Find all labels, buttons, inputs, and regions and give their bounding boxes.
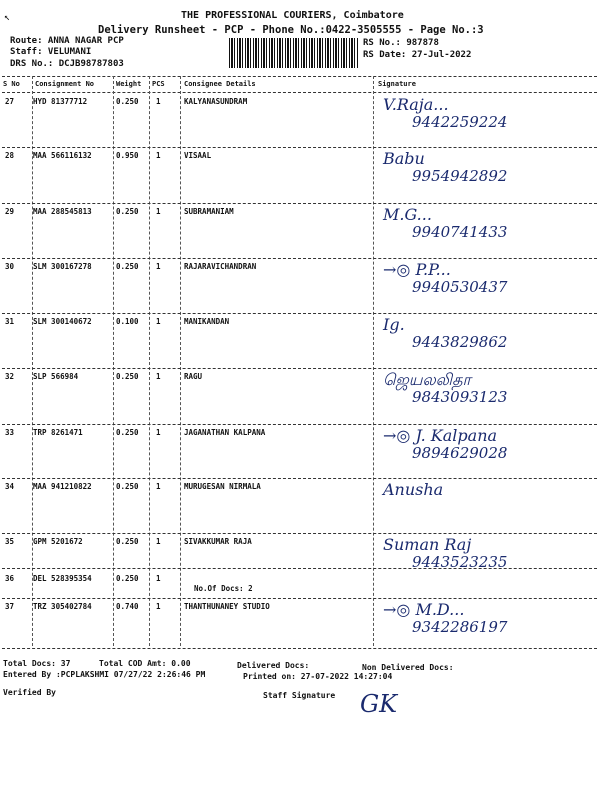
row-weight: 0.250	[116, 207, 139, 216]
row-consignment-no: TRP 8261471	[33, 428, 83, 437]
row-signature-name: Babu	[383, 149, 425, 168]
row-consignment-no: TRZ 305402784	[33, 602, 92, 611]
row-consignment-no: SLM 300167278	[33, 262, 92, 271]
row-weight: 0.250	[116, 262, 139, 271]
row-signature-name: →◎ P.P...	[383, 260, 451, 279]
row-signature-name: M.G...	[383, 205, 432, 224]
total-cod: Total COD Amt: 0.00	[99, 659, 191, 668]
row-weight: 0.950	[116, 151, 139, 160]
row-signature-phone: 9443829862	[412, 333, 508, 351]
delivered-docs: Delivered Docs:	[237, 661, 310, 670]
row-consignee-name: RAGU	[184, 372, 203, 381]
row-consignee-name: THANTHUNANEY STUDIO	[184, 602, 270, 611]
row-consignee-name: KALYANASUNDRAM	[184, 97, 248, 106]
row-consignment-no: MAA 941210822	[33, 482, 92, 491]
row-sno: 32	[5, 372, 15, 381]
row-pcs: 1	[156, 372, 161, 381]
row-separator	[2, 598, 597, 599]
row-weight: 0.740	[116, 602, 139, 611]
row-separator	[2, 313, 597, 314]
row-consignment-no: SLP 566984	[33, 372, 79, 381]
row-consignment-no: GPM 5201672	[33, 537, 83, 546]
row-sno: 37	[5, 602, 15, 611]
col-consignee: Consignee Details	[184, 80, 256, 88]
entered-by: Entered By :PCPLAKSHMI 07/27/22 2:26:46 PM	[3, 670, 206, 679]
row-sno: 36	[5, 574, 15, 583]
row-signature-phone: 9940530437	[412, 278, 508, 296]
row-weight: 0.250	[116, 482, 139, 491]
row-signature-name: →◎ J. Kalpana	[383, 426, 498, 445]
row-doc-note: No.Of Docs: 2	[194, 584, 253, 593]
staff-signature-label: Staff Signature	[263, 691, 336, 700]
row-weight: 0.250	[116, 574, 139, 583]
non-delivered-docs: Non Delivered Docs:	[362, 663, 454, 672]
row-pcs: 1	[156, 151, 161, 160]
printed-on: Printed on: 27-07-2022 14:27:04	[243, 672, 393, 681]
barcode	[229, 38, 359, 68]
row-signature-name: Ig.	[383, 315, 405, 334]
company-name: THE PROFESSIONAL COURIERS, Coimbatore	[181, 10, 404, 21]
row-sno: 30	[5, 262, 15, 271]
row-sno: 28	[5, 151, 15, 160]
row-pcs: 1	[156, 317, 161, 326]
row-signature-phone: 9342286197	[412, 618, 508, 636]
row-weight: 0.250	[116, 537, 139, 546]
row-consignee-name: MURUGESAN NIRMALA	[184, 482, 261, 491]
row-separator	[2, 203, 597, 204]
row-sno: 27	[5, 97, 15, 106]
row-pcs: 1	[156, 482, 161, 491]
row-consignee-name: SUBRAMANIAM	[184, 207, 234, 216]
row-pcs: 1	[156, 602, 161, 611]
row-sno: 31	[5, 317, 15, 326]
row-consignee-name: RAJARAVICHANDRAN	[184, 262, 257, 271]
row-consignment-no: HYD 81377712	[33, 97, 88, 106]
row-consignment-no: MAA 566116132	[33, 151, 92, 160]
row-consignment-no: DEL 528395354	[33, 574, 92, 583]
row-sno: 29	[5, 207, 15, 216]
row-signature-phone: 9843093123	[412, 388, 508, 406]
row-signature-phone: 9443523235	[412, 553, 508, 571]
row-separator	[2, 368, 597, 369]
row-sno: 33	[5, 428, 15, 437]
row-separator	[2, 258, 597, 259]
row-signature-phone: 9954942892	[412, 167, 508, 185]
staff-label: Staff: VELUMANI	[10, 47, 92, 57]
drs-number: DRS No.: DCJB98787803	[10, 59, 124, 69]
row-separator	[2, 533, 597, 534]
row-signature-phone: 9894629028	[412, 444, 508, 462]
route-label: Route: ANNA NAGAR PCP	[10, 36, 124, 46]
rs-number: RS No.: 987878	[363, 38, 439, 48]
row-pcs: 1	[156, 262, 161, 271]
col-consignment: Consignment No	[35, 80, 95, 88]
row-weight: 0.250	[116, 428, 139, 437]
row-consignee-name: SIVAKKUMAR RAJA	[184, 537, 252, 546]
row-separator	[2, 478, 597, 479]
col-signature: Signature	[378, 80, 416, 88]
staff-signature-mark: GK	[360, 690, 398, 718]
row-weight: 0.250	[116, 372, 139, 381]
row-consignee-name: VISAAL	[184, 151, 212, 160]
col-pcs: PCS	[152, 80, 165, 88]
row-weight: 0.250	[116, 97, 139, 106]
row-signature-phone: 9940741433	[412, 223, 508, 241]
runsheet-title: Delivery Runsheet - PCP - Phone No.:0422-3505555 - Page No.:3	[98, 24, 484, 36]
total-docs: Total Docs: 37	[3, 659, 71, 668]
row-signature-name: Suman Raj	[383, 535, 472, 554]
row-consignee-name: MANIKANDAN	[184, 317, 230, 326]
row-sno: 35	[5, 537, 15, 546]
row-pcs: 1	[156, 574, 161, 583]
row-pcs: 1	[156, 97, 161, 106]
row-separator	[2, 147, 597, 148]
row-signature-phone: 9442259224	[412, 113, 508, 131]
row-pcs: 1	[156, 537, 161, 546]
row-signature-name: →◎ M.D...	[383, 600, 465, 619]
row-signature-name: V.Raja...	[383, 95, 449, 114]
col-sno: S No	[3, 80, 20, 88]
col-weight: Weight	[116, 80, 142, 88]
row-consignment-no: SLM 300140672	[33, 317, 92, 326]
row-pcs: 1	[156, 207, 161, 216]
row-consignment-no: MAA 288545813	[33, 207, 92, 216]
row-sno: 34	[5, 482, 15, 491]
row-signature-name: Anusha	[383, 480, 444, 499]
verified-by: Verified By	[3, 688, 56, 697]
corner-mark-icon: ↖	[4, 12, 11, 23]
row-consignee-name: JAGANATHAN KALPANA	[184, 428, 266, 437]
row-separator	[2, 424, 597, 425]
row-separator	[2, 568, 597, 569]
row-pcs: 1	[156, 428, 161, 437]
rs-date: RS Date: 27-Jul-2022	[363, 50, 472, 60]
row-signature-name: ஜெயலலிதா	[383, 370, 471, 389]
row-weight: 0.100	[116, 317, 139, 326]
